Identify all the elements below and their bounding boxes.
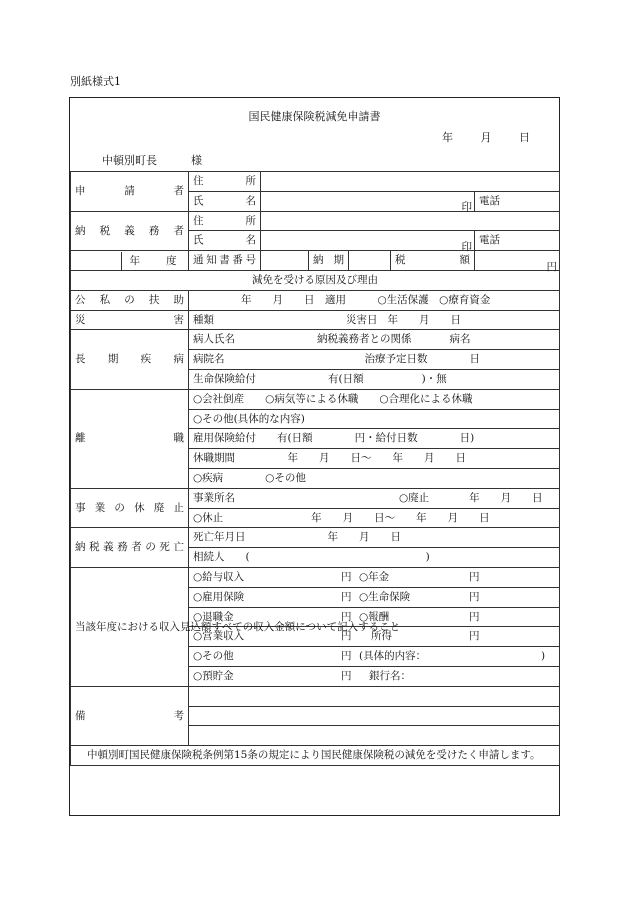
applicant-tel-label: 電話 bbox=[479, 194, 500, 207]
honorific: 様 bbox=[191, 154, 202, 167]
job-loss-field-5[interactable]: ○疾病 ○その他 bbox=[189, 468, 560, 488]
illness-row-1 bbox=[71, 330, 560, 350]
fiscal-year-cell[interactable] bbox=[71, 251, 189, 271]
business-row-1 bbox=[71, 488, 560, 508]
income-field-4[interactable]: ○営業収入 円 所得 円 bbox=[189, 627, 560, 647]
illness-field-2[interactable]: 病院名 治療予定日数 日 bbox=[189, 350, 560, 370]
taxpayer-name-label: 氏名 bbox=[189, 231, 261, 251]
form-title: 国民健康保険税減免申請書 bbox=[248, 110, 381, 123]
application-form bbox=[69, 97, 560, 816]
taxpayer-label: 納税義務者 bbox=[71, 211, 189, 251]
death-row-1 bbox=[71, 528, 560, 548]
addressee bbox=[102, 152, 202, 168]
reasons-heading-row bbox=[71, 270, 560, 290]
job-loss-row-1 bbox=[71, 389, 560, 409]
business-field-1[interactable]: 事業所名 ○廃止 年 月 日 bbox=[189, 488, 560, 508]
job-loss-field-2[interactable]: ○その他(具体的な内容) bbox=[189, 409, 560, 429]
applicant-name-label: 氏名 bbox=[189, 191, 261, 211]
disaster-row bbox=[71, 310, 560, 330]
fiscal-year-label: 年 度 bbox=[129, 254, 177, 267]
taxpayer-address-field[interactable] bbox=[261, 211, 560, 231]
remarks-field-1[interactable] bbox=[189, 686, 560, 706]
public-aid-field[interactable]: 年 月 日 適用 ○生活保護 ○療育資金 bbox=[189, 290, 560, 310]
income-field-5[interactable]: ○その他 円 (具体的内容： ) bbox=[189, 647, 560, 667]
form-label: 別紙様式1 bbox=[70, 75, 121, 88]
notice-number-field[interactable] bbox=[261, 251, 309, 271]
reasons-heading: 減免を受ける原因及び理由 bbox=[71, 270, 560, 290]
income-label: 当該年度における収入見込額すべての収入金額について記入すること bbox=[71, 567, 189, 686]
applicant-tel-field[interactable] bbox=[475, 191, 560, 211]
remarks-label: 備考 bbox=[71, 686, 189, 745]
disaster-field[interactable]: 種類 災害日 年 月 日 bbox=[189, 310, 560, 330]
disaster-label: 災害 bbox=[71, 310, 189, 330]
death-label: 納税義務者の死亡 bbox=[71, 528, 189, 568]
notice-row bbox=[71, 251, 560, 271]
taxpayer-address-label: 住所 bbox=[189, 211, 261, 231]
tax-amount-label: 税額 bbox=[391, 251, 475, 271]
application-table bbox=[70, 171, 560, 766]
income-field-3[interactable]: ○退職金 円 ○報酬 円 bbox=[189, 607, 560, 627]
taxpayer-tel-field[interactable] bbox=[475, 231, 560, 251]
applicant-name-field[interactable] bbox=[261, 191, 475, 214]
job-loss-field-4[interactable]: 休職期間 年 月 日～ 年 月 日 bbox=[189, 449, 560, 469]
application-date[interactable]: 年 月 日 bbox=[442, 131, 531, 144]
business-field-2[interactable]: ○休止 年 月 日～ 年 月 日 bbox=[189, 508, 560, 528]
tax-amount-field[interactable] bbox=[475, 251, 560, 271]
remarks-row-1 bbox=[71, 686, 560, 706]
due-field[interactable] bbox=[349, 251, 391, 271]
income-field-2[interactable]: ○雇用保険 円 ○生命保険 円 bbox=[189, 587, 560, 607]
income-field-1[interactable]: ○給与収入 円 ○年金 円 bbox=[189, 567, 560, 587]
illness-label: 長期疾病 bbox=[71, 330, 189, 389]
job-loss-field-1[interactable]: ○会社倒産 ○病気等による休職 ○合理化による休職 bbox=[189, 389, 560, 409]
job-loss-field-3[interactable]: 雇用保険給付 有(日額 円・給付日数 日) bbox=[189, 429, 560, 449]
taxpayer-seal: 印 bbox=[461, 240, 472, 253]
footer-row bbox=[71, 746, 560, 766]
public-aid-label: 公私の扶助 bbox=[71, 290, 189, 310]
applicant-address-label: 住所 bbox=[189, 172, 261, 192]
public-aid-row bbox=[71, 290, 560, 310]
applicant-address-row bbox=[71, 172, 560, 192]
income-row-1 bbox=[71, 567, 560, 587]
income-field-6[interactable]: ○預貯金 円 銀行名： bbox=[189, 666, 560, 686]
notice-number-label: 通知書番号 bbox=[189, 251, 261, 271]
death-field-1[interactable]: 死亡年月日 年 月 日 bbox=[189, 528, 560, 548]
taxpayer-address-row bbox=[71, 211, 560, 231]
business-label: 事業の休廃止 bbox=[71, 488, 189, 528]
addressee-name: 中頓別町長 bbox=[102, 154, 157, 167]
illness-field-1[interactable]: 病人氏名 納税義務者との関係 病名 bbox=[189, 330, 560, 350]
applicant-seal: 印 bbox=[461, 201, 472, 214]
remarks-field-2[interactable] bbox=[189, 706, 560, 726]
applicant-label: 申請者 bbox=[71, 172, 189, 212]
death-field-2[interactable]: 相続人 ( ) bbox=[189, 548, 560, 568]
tax-amount-yen: 円 bbox=[546, 260, 558, 273]
applicant-address-field[interactable] bbox=[261, 172, 560, 192]
footer-statement: 中頓別町国民健康保険税条例第15条の規定により国民健康保険税の減免を受けたく申請します。 bbox=[71, 746, 560, 766]
job-loss-label: 離職 bbox=[71, 389, 189, 488]
taxpayer-name-field[interactable] bbox=[261, 231, 475, 251]
taxpayer-tel-label: 電話 bbox=[479, 234, 500, 247]
remarks-field-3[interactable] bbox=[189, 726, 560, 746]
illness-field-3[interactable]: 生命保険給付 有(日額 )・無 bbox=[189, 369, 560, 389]
due-label: 納期 bbox=[309, 251, 349, 271]
